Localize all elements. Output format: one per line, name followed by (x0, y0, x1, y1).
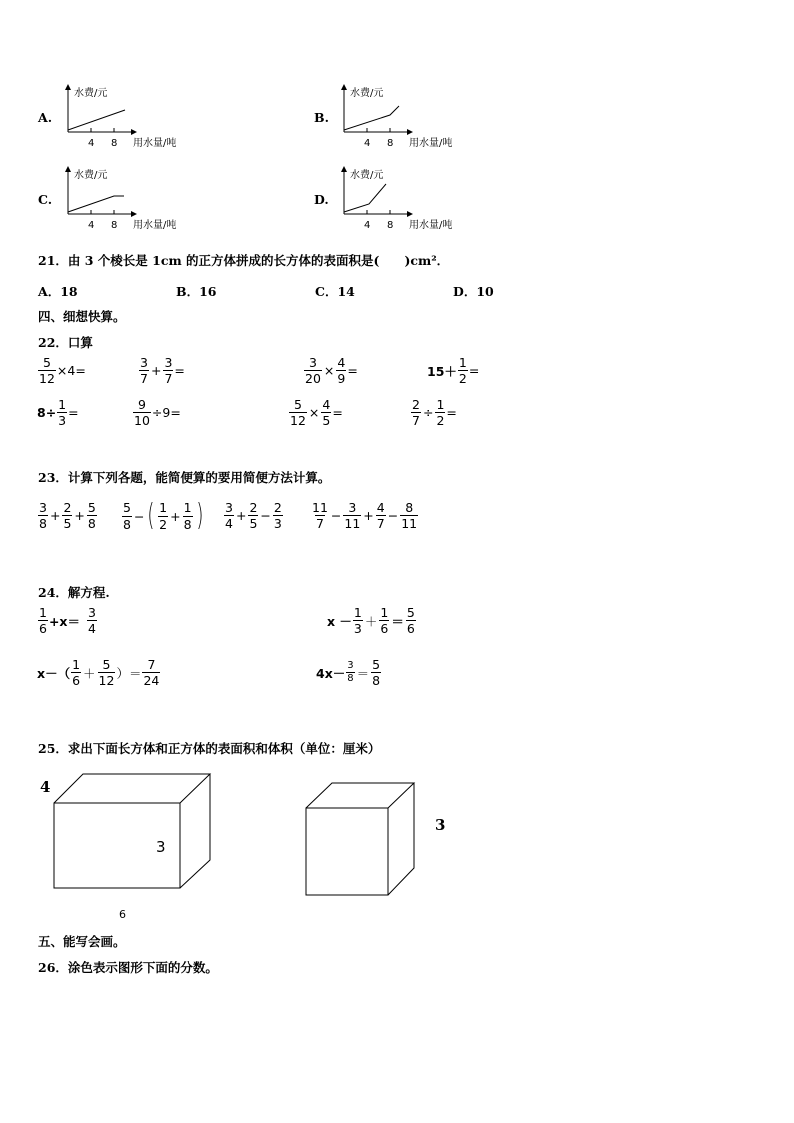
q25-title: 25．求出下面长方体和正方体的表面积和体积（单位：厘米） (38, 741, 381, 756)
graph-d-ylabel: 水费/元 (350, 170, 384, 181)
q23-title: 23．计算下列各题，能简便算的要用简便方法计算。 (38, 470, 331, 485)
q26-text: 26．涂色表示图形下面的分数。 (38, 960, 218, 975)
graph-b-tick-4: 4 (364, 138, 371, 149)
graph-d-tick-8: 8 (387, 220, 394, 231)
section-5-heading: 五、能写会画。 (38, 934, 126, 949)
q23-expr-2: $\frac{5}{8}$ − ( $\frac{1}{2}$ + $\frac{1}{8}$ ) (123, 498, 203, 533)
q22-item-a: $\frac{5}{12}$ ×4= (39, 355, 86, 387)
q21-option-b[interactable]: B．16 (176, 284, 217, 299)
cube-edge-label: 3 (435, 816, 446, 834)
graph-d-tick-4: 4 (364, 220, 371, 231)
q22-item-d: 15＋ $\frac{1}{2}$ = (427, 355, 480, 387)
q22-item-c: $\frac{3}{20}$ × $\frac{4}{9}$ = (305, 355, 358, 387)
cuboid-length-label: 6 (119, 908, 126, 921)
q24-eq-4: 4x－ $\frac{3}{8}$ ＝ $\frac{5}{8}$ (316, 657, 381, 689)
option-d-label: D. (314, 192, 329, 207)
graph-b-tick-8: 8 (387, 138, 394, 149)
graph-c-tick-8: 8 (111, 220, 118, 231)
q23-expr-4: $\frac{11}{7}$ − $\frac{3}{11}$ + $\frac{4}{7}$ − $\frac{8}{11}$ (312, 500, 418, 532)
q22-title: 22．口算 (38, 335, 93, 350)
q22-item-e: 8÷ $\frac{1}{3}$ = (37, 397, 79, 429)
q21-option-c[interactable]: C．14 (315, 284, 355, 299)
cube-figure (302, 780, 420, 900)
q22-item-b: $\frac{3}{7}$ + $\frac{3}{7}$ = (140, 355, 185, 387)
q22-item-f: $\frac{9}{10}$ ÷9= (134, 397, 181, 429)
graph-a-tick-4: 4 (88, 138, 95, 149)
cuboid-height-label: 3 (156, 838, 166, 856)
q24-eq-3: x－（ $\frac{1}{6}$ ＋ $\frac{5}{12}$ ）＝ $\frac{7}{24}$ (37, 657, 160, 689)
graph-a (65, 84, 190, 150)
q21-option-d[interactable]: D．10 (453, 284, 494, 299)
q23-expr-1: $\frac{3}{8}$ + $\frac{2}{5}$ + $\frac{5}{8}$ (39, 500, 96, 532)
q24-title: 24．解方程. (38, 585, 110, 600)
graph-c-ylabel: 水费/元 (74, 170, 108, 181)
cuboid-depth-label: 4 (40, 778, 51, 796)
q22-item-h: $\frac{2}{7}$ ÷ $\frac{1}{2}$ = (412, 397, 457, 429)
q24-eq-1: $\frac{1}{6}$ +x＝ $\frac{3}{4}$ (39, 605, 96, 637)
graph-c (65, 166, 190, 232)
graph-a-xlabel: 用水量/吨 (133, 138, 177, 149)
graph-b-ylabel: 水费/元 (350, 88, 384, 99)
q24-eq-2: x － $\frac{1}{3}$ ＋ $\frac{1}{6}$ ＝ $\frac{5}{6}$ (327, 605, 415, 637)
graph-d-xlabel: 用水量/吨 (409, 220, 453, 231)
graph-a-tick-8: 8 (111, 138, 118, 149)
cuboid-figure (50, 770, 215, 895)
option-a-label: A. (38, 110, 53, 125)
graph-a-ylabel: 水费/元 (74, 88, 108, 99)
option-b-label: B. (314, 110, 329, 125)
option-c-label: C. (38, 192, 53, 207)
graph-c-xlabel: 用水量/吨 (133, 220, 177, 231)
graph-b (341, 84, 466, 150)
q22-item-g: $\frac{5}{12}$ × $\frac{4}{5}$ = (290, 397, 343, 429)
graph-b-xlabel: 用水量/吨 (409, 138, 453, 149)
section-4-heading: 四、细想快算。 (38, 309, 126, 324)
q21-option-a[interactable]: A．18 (38, 284, 78, 299)
q21-text: 21．由 3 个棱长是 1cm 的正方体拼成的长方体的表面积是( )cm²． (38, 253, 450, 268)
graph-c-tick-4: 4 (88, 220, 95, 231)
graph-d (341, 166, 466, 232)
q23-expr-3: $\frac{3}{4}$ + $\frac{2}{5}$ − $\frac{2}{3}$ (225, 500, 282, 532)
